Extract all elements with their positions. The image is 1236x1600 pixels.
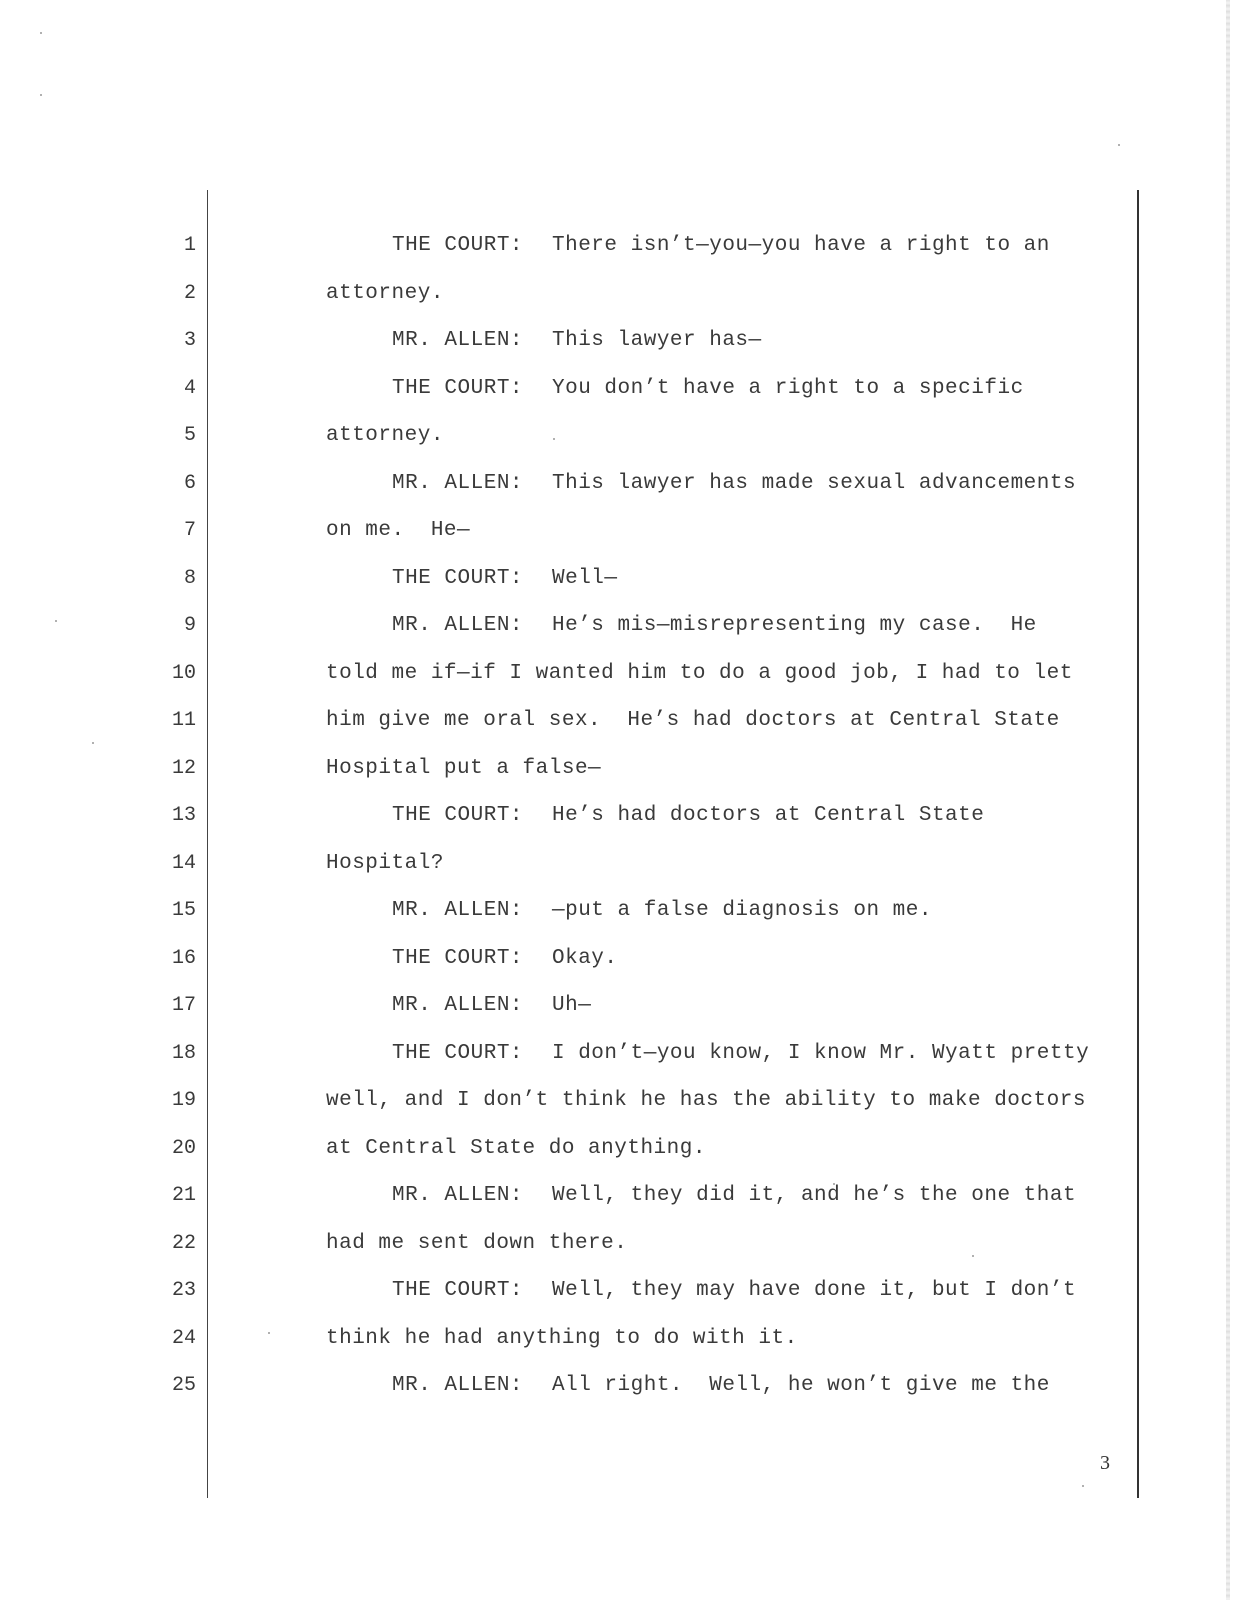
speaker-label: MR. ALLEN: — [392, 1184, 524, 1207]
speaker-label: THE COURT: — [392, 1042, 524, 1065]
line-number: 15 — [171, 899, 196, 922]
line-text: You don’t have a right to a specific — [552, 377, 1024, 400]
speaker-label: MR. ALLEN: — [392, 614, 524, 637]
line-number: 6 — [183, 472, 196, 495]
line-number: 9 — [183, 614, 196, 637]
scan-speck — [1118, 144, 1120, 146]
speaker-label: THE COURT: — [392, 1279, 524, 1302]
line-number: 8 — [183, 567, 196, 590]
transcript-line — [326, 424, 444, 448]
speaker-label: THE COURT: — [392, 234, 524, 257]
line-number: 10 — [171, 662, 196, 685]
speaker-label: MR. ALLEN: — [392, 899, 524, 922]
line-text: Okay. — [552, 947, 618, 970]
line-text: All right. Well, he won’t give me the — [552, 1374, 1050, 1397]
speaker-label: MR. ALLEN: — [392, 472, 524, 495]
line-number: 14 — [171, 852, 196, 875]
transcript-line — [326, 519, 470, 543]
line-text: at Central State do anything. — [326, 1137, 706, 1160]
line-text: told me if—if I wanted him to do a good job, I had to let — [326, 662, 1073, 685]
line-number: 18 — [171, 1042, 196, 1065]
transcript-line — [326, 852, 444, 876]
line-number: 12 — [171, 757, 196, 780]
scan-speck — [40, 94, 42, 96]
line-number: 17 — [171, 994, 196, 1017]
line-number: 16 — [171, 947, 196, 970]
line-text: There isn’t—you—you have a right to an — [552, 234, 1050, 257]
transcript-line — [392, 234, 1050, 258]
line-text: Uh— — [552, 994, 592, 1017]
transcript-line — [392, 472, 1076, 496]
scan-speck — [40, 32, 42, 34]
line-number: 11 — [171, 709, 196, 732]
line-text: —put a false diagnosis on me. — [552, 899, 932, 922]
line-number: 19 — [171, 1089, 196, 1112]
left-margin-rule — [207, 190, 208, 1498]
scan-speck — [1082, 1485, 1084, 1487]
speaker-label: THE COURT: — [392, 947, 524, 970]
line-text: I don’t—you know, I know Mr. Wyatt pretty — [552, 1042, 1090, 1065]
speaker-label: MR. ALLEN: — [392, 994, 524, 1017]
line-text: He’s mis—misrepresenting my case. He — [552, 614, 1037, 637]
line-text: well, and I don’t think he has the ability to make doctors — [326, 1089, 1086, 1112]
transcript-line — [326, 662, 1073, 686]
transcript-line — [326, 1089, 1086, 1113]
transcript-line — [392, 1374, 1050, 1398]
speaker-label: THE COURT: — [392, 567, 524, 590]
line-text: had me sent down there. — [326, 1232, 628, 1255]
line-text: Well, they did it, and he’s the one that — [552, 1184, 1077, 1207]
scan-speck — [972, 1255, 974, 1257]
line-number: 22 — [171, 1232, 196, 1255]
speaker-label: THE COURT: — [392, 804, 524, 827]
transcript-line — [326, 1327, 798, 1351]
line-number: 13 — [171, 804, 196, 827]
transcript-line — [326, 1137, 706, 1161]
transcript-line — [392, 614, 1037, 638]
line-number: 7 — [183, 519, 196, 542]
transcript-line — [392, 329, 762, 353]
line-text: attorney. — [326, 424, 444, 447]
transcript-line — [392, 947, 618, 971]
speaker-label: MR. ALLEN: — [392, 329, 524, 352]
transcript-line — [392, 1184, 1076, 1208]
line-number: 5 — [183, 424, 196, 447]
scan-speck — [553, 438, 555, 440]
line-number: 25 — [171, 1374, 196, 1397]
transcript-line — [392, 899, 932, 923]
transcript-line — [392, 1279, 1076, 1303]
line-text: Hospital? — [326, 852, 444, 875]
line-text: on me. He— — [326, 519, 471, 542]
page-number: 3 — [1100, 1452, 1110, 1474]
line-number: 23 — [171, 1279, 196, 1302]
transcript-line — [326, 282, 444, 306]
line-text: attorney. — [326, 282, 444, 305]
transcript-line — [326, 709, 1060, 733]
transcript-line — [392, 377, 1024, 401]
line-number: 21 — [171, 1184, 196, 1207]
transcript-line — [392, 804, 984, 828]
line-number: 3 — [183, 329, 196, 352]
transcript-line — [326, 1232, 627, 1256]
speaker-label: THE COURT: — [392, 377, 524, 400]
line-text: He’s had doctors at Central State — [552, 804, 985, 827]
right-margin-rule — [1137, 190, 1139, 1498]
line-text: This lawyer has made sexual advancements — [552, 472, 1077, 495]
line-number: 24 — [171, 1327, 196, 1350]
transcript-line — [326, 757, 601, 781]
line-text: This lawyer has— — [552, 329, 762, 352]
line-number: 1 — [183, 234, 196, 257]
line-number: 20 — [171, 1137, 196, 1160]
scan-speck — [92, 742, 94, 744]
transcript-line — [392, 567, 618, 591]
scan-speck — [268, 1332, 270, 1334]
line-text: Well, they may have done it, but I don’t — [552, 1279, 1077, 1302]
transcript-line — [392, 994, 591, 1018]
line-number: 4 — [183, 377, 196, 400]
line-text: Well— — [552, 567, 618, 590]
scan-edge-shadow — [1226, 0, 1230, 1600]
line-text: think he had anything to do with it. — [326, 1327, 798, 1350]
line-text: Hospital put a false— — [326, 757, 602, 780]
transcript-line — [392, 1042, 1089, 1066]
speaker-label: MR. ALLEN: — [392, 1374, 524, 1397]
line-number: 2 — [183, 282, 196, 305]
line-text: him give me oral sex. He’s had doctors at Central State — [326, 709, 1060, 732]
